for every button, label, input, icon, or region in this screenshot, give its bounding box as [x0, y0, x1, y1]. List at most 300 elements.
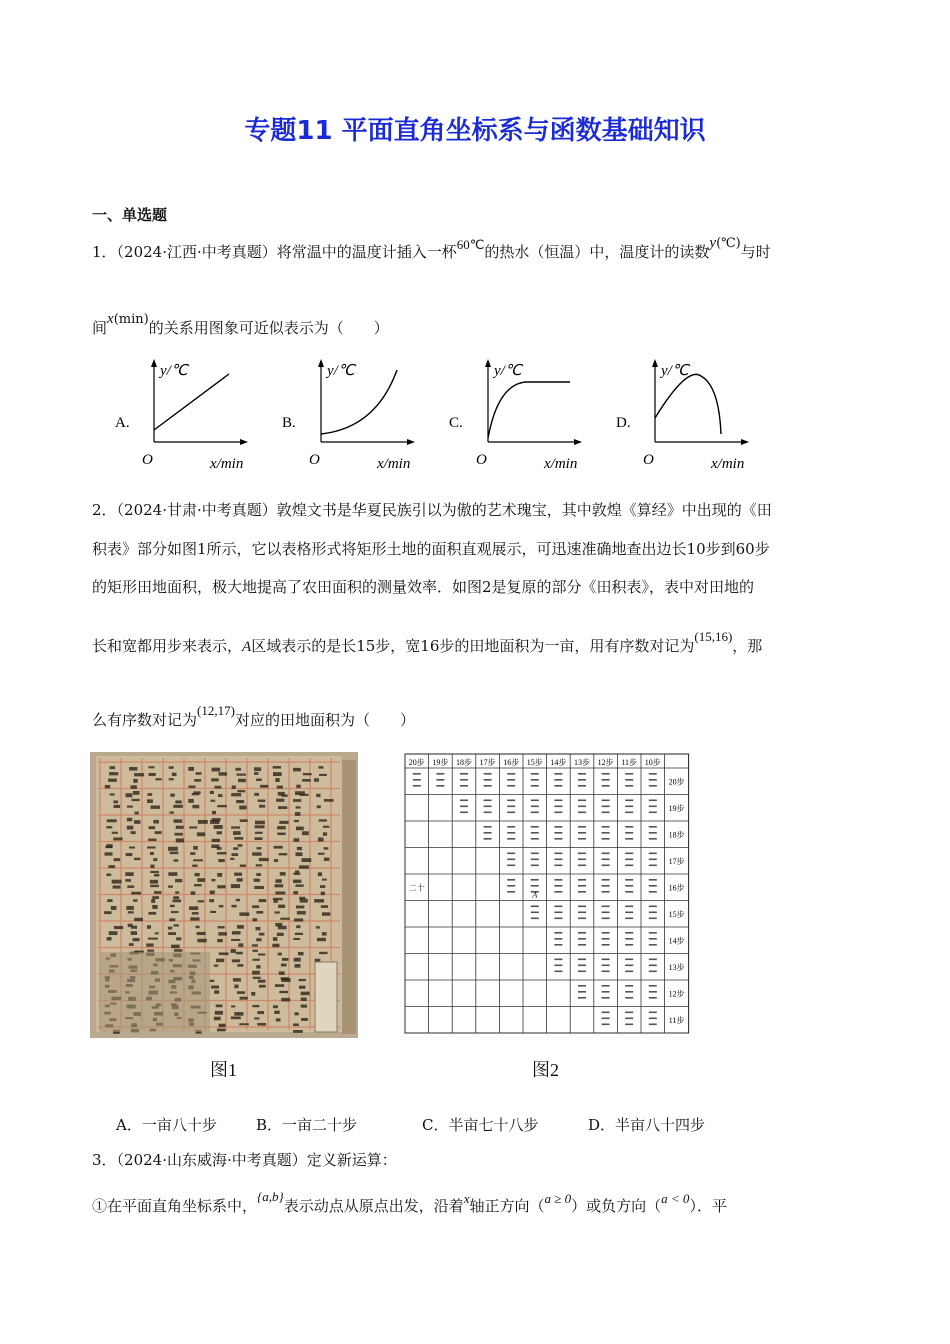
ink-mark	[151, 899, 155, 903]
ink-mark	[279, 853, 288, 855]
cell-glyph	[554, 918, 562, 920]
cell-glyph	[484, 773, 492, 775]
cell-glyph	[554, 965, 562, 967]
cell-glyph	[649, 938, 657, 940]
y-axis-arrow-icon	[151, 359, 157, 367]
cell-glyph	[649, 853, 657, 855]
ink-mark	[148, 839, 156, 841]
ink-mark	[173, 900, 182, 903]
q1-text-4: 间	[92, 319, 108, 337]
ink-mark	[275, 984, 284, 987]
ink-mark	[175, 891, 179, 893]
ink-mark	[210, 820, 219, 824]
ink-mark	[150, 880, 158, 884]
y-axis-arrow-icon	[485, 359, 491, 367]
ink-mark	[212, 768, 220, 772]
ink-mark	[134, 773, 144, 776]
ink-mark	[190, 852, 195, 855]
q1-line1	[92, 235, 771, 264]
q1-x-unit: (min)	[113, 312, 149, 327]
figure-1-caption: 图1	[210, 1060, 237, 1080]
edge-label: 二十	[408, 883, 425, 893]
option-text: 半亩八十四步	[615, 1116, 706, 1134]
ink-mark	[320, 885, 325, 888]
cell-glyph	[602, 985, 610, 987]
ink-mark	[114, 805, 121, 808]
ink-mark	[232, 785, 236, 789]
ink-mark	[236, 800, 244, 803]
ink-mark	[293, 880, 301, 883]
ink-mark	[318, 838, 324, 842]
ink-mark	[171, 911, 179, 913]
ink-mark	[280, 872, 286, 876]
ink-mark	[255, 821, 265, 825]
q3-circled-one: ①	[92, 1197, 108, 1215]
ink-mark	[259, 805, 265, 808]
ink-mark	[259, 899, 267, 902]
ink-mark	[296, 806, 301, 808]
ink-mark	[256, 873, 261, 876]
cell-glyph	[554, 832, 562, 834]
ink-mark	[149, 826, 156, 829]
ink-mark	[255, 927, 260, 930]
cell-glyph	[460, 773, 468, 775]
cell-glyph	[578, 985, 586, 987]
q2-option-a[interactable]	[116, 1114, 217, 1135]
ink-mark	[302, 779, 311, 782]
figure-2-table	[403, 752, 693, 1040]
ink-mark	[210, 791, 214, 794]
cell-glyph	[649, 859, 657, 861]
cell-glyph	[507, 806, 515, 808]
cell-glyph	[484, 785, 492, 787]
cell-glyph	[602, 879, 610, 881]
ink-mark	[174, 819, 183, 822]
q2-text-4c: ，那	[732, 637, 763, 655]
y-axis-label: y/℃	[327, 363, 355, 379]
cell-glyph	[507, 891, 515, 893]
q2-option-c[interactable]	[422, 1114, 539, 1135]
ink-mark	[238, 779, 246, 782]
graph-option-letter: D.	[616, 415, 631, 431]
cell-glyph	[484, 779, 492, 781]
cell-glyph	[602, 991, 610, 993]
ink-mark	[276, 799, 284, 802]
ink-mark	[258, 980, 266, 983]
cell-glyph	[625, 865, 633, 867]
ink-mark	[236, 774, 246, 776]
ink-mark	[150, 852, 154, 855]
cell-glyph	[649, 1024, 657, 1026]
ink-mark	[233, 978, 241, 981]
cell-glyph	[554, 959, 562, 961]
ink-mark	[127, 826, 134, 830]
table-row-header: 15步	[668, 909, 685, 919]
ink-mark	[172, 773, 177, 776]
ink-mark	[218, 932, 227, 935]
ink-mark	[128, 911, 134, 913]
q2-line2: 积表》部分如图1所示，它以表格形式将矩形土地的面积直观展示，可迅速准确地查出边长10步到60步	[92, 540, 770, 558]
ink-mark	[255, 832, 263, 834]
cell-glyph	[625, 826, 633, 828]
cell-glyph	[649, 965, 657, 967]
cell-glyph	[625, 1024, 633, 1026]
ink-mark	[219, 905, 224, 907]
ink-mark	[112, 880, 122, 884]
ink-mark	[126, 853, 133, 856]
q1-line2	[92, 311, 389, 340]
ink-mark	[231, 1005, 235, 1007]
ink-mark	[174, 924, 179, 926]
ink-mark	[188, 767, 194, 771]
ink-mark	[150, 885, 159, 887]
ink-mark	[314, 778, 319, 782]
cell-glyph	[460, 800, 468, 802]
ink-mark	[135, 812, 139, 815]
x-axis-arrow-icon	[240, 439, 248, 445]
cell-glyph	[602, 838, 610, 840]
q2-option-d[interactable]	[588, 1114, 705, 1135]
ink-mark	[324, 858, 330, 861]
table-row-header: 16步	[668, 883, 685, 893]
option-letter: C．	[422, 1116, 449, 1134]
ink-mark	[293, 799, 301, 802]
cell-glyph	[578, 773, 586, 775]
ink-mark	[147, 950, 154, 952]
q2-number: 2．	[92, 501, 117, 519]
graph-curve	[154, 374, 229, 430]
ink-mark	[125, 879, 131, 882]
ink-mark	[173, 896, 179, 899]
section-heading: 一、单选题	[92, 206, 168, 224]
q2-text-5b: 对应的田地面积为（ ）	[234, 711, 415, 729]
cell-glyph	[649, 891, 657, 893]
ink-mark	[219, 952, 229, 955]
ink-mark	[282, 958, 288, 961]
cell-glyph	[649, 879, 657, 881]
ink-mark	[302, 831, 309, 835]
ink-mark	[321, 892, 325, 896]
ink-mark	[134, 858, 140, 860]
ink-mark	[318, 853, 324, 855]
graph-curve	[488, 382, 570, 438]
ink-mark	[109, 772, 118, 775]
ink-mark	[252, 971, 260, 975]
q1-temperature: 60℃	[456, 237, 485, 252]
cell-glyph	[554, 773, 562, 775]
q3-text-5: ）．平	[689, 1197, 727, 1215]
cell-glyph	[649, 800, 657, 802]
ink-mark	[240, 819, 248, 822]
cell-glyph	[507, 879, 515, 881]
cell-glyph	[578, 997, 586, 999]
cell-glyph	[460, 785, 468, 787]
graph-linear	[115, 359, 248, 472]
ink-mark	[293, 873, 300, 875]
q1-y-var: y	[709, 235, 717, 251]
cell-glyph	[625, 965, 633, 967]
cell-glyph	[578, 912, 586, 914]
option-text: 半亩七十八步	[448, 1116, 539, 1134]
ink-mark	[131, 785, 137, 789]
cell-glyph	[460, 806, 468, 808]
cell-glyph	[602, 1018, 610, 1020]
ink-mark	[132, 938, 139, 941]
ink-mark	[111, 906, 117, 910]
ink-mark	[188, 786, 195, 788]
ink-mark	[296, 906, 304, 909]
ink-mark	[211, 778, 218, 781]
cell-glyph	[625, 1012, 633, 1014]
ink-mark	[295, 933, 303, 935]
ink-mark	[134, 918, 143, 921]
cell-glyph	[554, 885, 562, 887]
ink-mark	[254, 886, 264, 889]
q3-line2	[92, 1189, 727, 1217]
cell-glyph	[625, 932, 633, 934]
ink-mark	[147, 846, 156, 848]
q1-text-5: 的关系用图象可近似表示为（ ）	[148, 319, 389, 337]
ink-mark	[219, 1024, 226, 1027]
ink-mark	[255, 825, 265, 828]
cell-glyph	[578, 832, 586, 834]
ink-mark	[169, 811, 173, 813]
ink-mark	[296, 925, 300, 928]
ink-mark	[293, 1030, 303, 1033]
ink-mark	[149, 773, 156, 776]
ink-mark	[197, 939, 206, 943]
cell-glyph	[578, 859, 586, 861]
graph-option-letter: B.	[282, 415, 296, 431]
ink-mark	[275, 911, 280, 913]
ink-mark	[148, 938, 158, 940]
ink-mark	[114, 926, 123, 929]
cell-glyph	[649, 985, 657, 987]
ink-mark	[277, 786, 283, 789]
ink-mark	[113, 837, 122, 840]
ink-mark	[175, 879, 182, 882]
ink-mark	[133, 791, 140, 795]
ink-mark	[105, 846, 112, 848]
cell-glyph	[602, 912, 610, 914]
cell-glyph	[531, 779, 539, 781]
ink-mark	[217, 805, 227, 807]
ink-mark	[127, 818, 132, 821]
ink-mark	[257, 1011, 264, 1014]
ink-mark	[191, 891, 196, 894]
cell-glyph	[554, 826, 562, 828]
ink-mark	[259, 858, 269, 861]
ink-mark	[253, 977, 261, 979]
q2-line3: 的矩形田地面积，极大地提高了农田面积的测量效率．如图2是复原的部分《田积表》，表中对田地的	[92, 578, 755, 596]
x-axis-arrow-icon	[407, 439, 415, 445]
ink-mark	[107, 899, 112, 902]
cell-glyph	[602, 806, 610, 808]
ink-mark	[276, 1018, 281, 1021]
ink-mark	[114, 858, 121, 861]
ink-mark	[322, 912, 330, 915]
cell-glyph	[602, 944, 610, 946]
cell-glyph	[602, 959, 610, 961]
q2-text-5a: 么有序数对记为	[92, 711, 198, 729]
ink-mark	[231, 884, 240, 888]
ink-mark	[192, 865, 197, 867]
cell-glyph	[625, 912, 633, 914]
ink-mark	[294, 958, 301, 962]
ink-mark	[171, 945, 180, 949]
ink-mark	[127, 885, 134, 887]
cell-glyph	[531, 785, 539, 787]
cell-glyph	[436, 785, 444, 787]
cell-glyph	[602, 932, 610, 934]
ink-mark	[131, 926, 137, 929]
origin-label: O	[309, 452, 320, 468]
cell-glyph	[625, 918, 633, 920]
ink-mark	[281, 978, 290, 982]
ink-mark	[278, 926, 287, 930]
ink-mark	[234, 837, 243, 840]
cell-glyph	[649, 832, 657, 834]
table-col-header: 19步	[432, 758, 449, 767]
q2-pair-2: (12,17)	[197, 703, 235, 718]
cell-glyph	[554, 859, 562, 861]
ink-mark	[148, 912, 156, 915]
ink-mark	[168, 927, 172, 930]
ink-mark	[256, 911, 263, 914]
cell-glyph	[602, 1024, 610, 1026]
ink-mark	[108, 865, 115, 868]
ink-mark	[278, 953, 282, 956]
cell-glyph	[436, 773, 444, 775]
ink-mark	[254, 879, 260, 882]
ink-mark	[323, 832, 327, 835]
q2-option-b[interactable]	[256, 1114, 357, 1135]
ink-mark	[214, 1017, 221, 1021]
cell-glyph	[578, 932, 586, 934]
ink-mark	[239, 806, 246, 810]
ink-mark	[259, 985, 266, 988]
graph-option-letter: A.	[115, 415, 130, 431]
ink-mark	[104, 852, 112, 855]
ink-mark	[218, 794, 222, 797]
ink-mark	[107, 819, 117, 822]
cell-glyph	[602, 885, 610, 887]
cell-glyph	[602, 859, 610, 861]
ink-mark	[126, 906, 134, 910]
ink-mark	[237, 925, 244, 929]
cell-glyph	[602, 773, 610, 775]
ink-mark	[174, 949, 182, 952]
table-col-header: 11步	[621, 758, 638, 767]
ink-mark	[281, 794, 287, 796]
cell-glyph	[578, 891, 586, 893]
ink-mark	[256, 779, 262, 782]
cell-glyph	[531, 838, 539, 840]
ink-mark	[232, 931, 241, 934]
ink-mark	[192, 912, 199, 914]
ink-mark	[301, 998, 307, 1001]
ink-mark	[197, 932, 206, 935]
ink-mark	[256, 864, 263, 866]
ink-mark	[301, 992, 310, 996]
ink-mark	[275, 891, 285, 894]
cell-glyph	[649, 812, 657, 814]
ink-mark	[295, 870, 299, 872]
cell-glyph	[507, 865, 515, 867]
ink-mark	[129, 943, 134, 946]
cell-glyph	[507, 785, 515, 787]
cell-glyph	[507, 838, 515, 840]
ink-mark	[168, 872, 177, 876]
ink-mark	[195, 873, 200, 876]
ink-mark	[214, 965, 218, 967]
cell-glyph	[531, 826, 539, 828]
cell-glyph	[649, 826, 657, 828]
q3-line1	[92, 1150, 397, 1170]
ink-mark	[210, 891, 215, 895]
figure-2-caption: 图2	[532, 1060, 559, 1080]
ink-mark	[319, 774, 327, 776]
ink-mark	[198, 900, 205, 902]
ink-mark	[274, 1011, 279, 1014]
cell-glyph	[649, 838, 657, 840]
q2-pair-1: (15,16)	[694, 629, 733, 644]
cell-glyph	[554, 932, 562, 934]
ink-mark	[254, 767, 261, 771]
cell-glyph	[625, 800, 633, 802]
ink-mark	[253, 959, 261, 961]
q3-text-2: 表示动点从原点出发，沿着	[283, 1197, 464, 1215]
cell-glyph	[625, 885, 633, 887]
cell-glyph	[413, 785, 421, 787]
ink-mark	[273, 772, 282, 776]
ink-mark	[301, 1018, 308, 1021]
ink-mark	[214, 990, 219, 994]
cell-glyph	[602, 918, 610, 920]
ink-mark	[110, 793, 115, 795]
ink-mark	[218, 859, 224, 862]
q1-text-2: 的热水（恒温）中，温度计的读数	[484, 243, 710, 261]
ink-mark	[273, 1005, 278, 1008]
ink-mark	[198, 820, 208, 824]
cell-glyph	[460, 812, 468, 814]
ink-mark	[217, 847, 222, 850]
cell-glyph	[625, 991, 633, 993]
cell-glyph	[484, 812, 492, 814]
cell-glyph	[578, 785, 586, 787]
ink-mark	[301, 1005, 307, 1008]
q3-ab-pair: {a,b}	[257, 1189, 284, 1204]
ink-mark	[215, 1011, 223, 1015]
cell-glyph	[531, 906, 539, 908]
cell-glyph	[578, 991, 586, 993]
cell-glyph	[578, 800, 586, 802]
cell-glyph	[649, 918, 657, 920]
q2-text-4b: 区域表示的是长15步，宽16步的田地面积为一亩，用有序数对记为	[251, 637, 695, 655]
ink-mark	[236, 899, 240, 901]
ink-mark	[275, 879, 281, 883]
ink-mark	[106, 826, 112, 828]
ink-mark	[252, 944, 258, 946]
ink-mark	[279, 971, 285, 975]
ink-mark	[107, 937, 112, 940]
option-text: 一亩二十步	[282, 1116, 358, 1134]
ink-mark	[300, 899, 308, 903]
cell-glyph	[484, 838, 492, 840]
ink-mark	[254, 837, 262, 840]
y-axis-label: y/℃	[661, 363, 689, 379]
table-col-header: 15步	[526, 758, 543, 767]
